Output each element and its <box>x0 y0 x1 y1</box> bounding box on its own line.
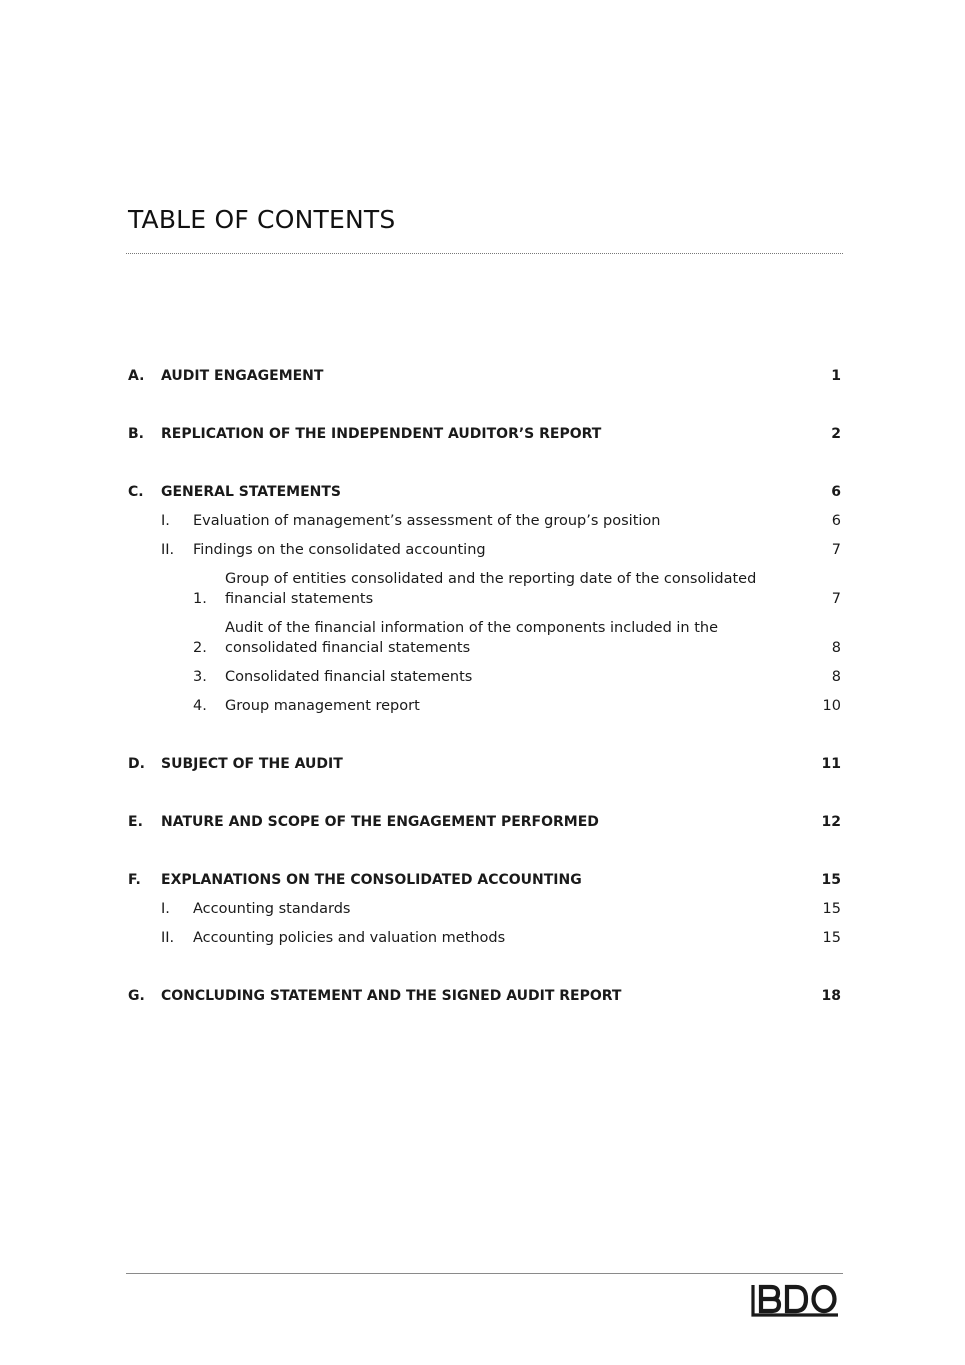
toc-entry-page: 15 <box>822 930 841 946</box>
toc-entry-label: AUDIT ENGAGEMENT <box>161 368 324 384</box>
toc-entry-number: 1. <box>193 591 207 607</box>
toc-entry-g[interactable] <box>128 986 843 1006</box>
toc-entry-number: II. <box>161 930 175 946</box>
toc-entry-page: 6 <box>831 513 841 529</box>
toc-entry-page: 15 <box>821 872 841 888</box>
toc-entry-d[interactable] <box>128 754 843 774</box>
toc-entry-c-ii-2[interactable] <box>128 618 843 658</box>
toc-entry-label: SUBJECT OF THE AUDIT <box>161 756 343 772</box>
toc-entry-number: I. <box>161 513 170 529</box>
toc-entry-number: II. <box>161 542 175 558</box>
toc-entry-page: 11 <box>821 756 841 772</box>
toc-entry-label: Group of entities consolidated and the reporting date of the consolidated financial statements <box>225 571 757 607</box>
toc-entry-number: C. <box>128 484 144 500</box>
toc-entry-label: NATURE AND SCOPE OF THE ENGAGEMENT PERFORMED <box>161 814 599 830</box>
page-title: TABLE OF CONTENTS <box>128 205 396 234</box>
toc-entry-page: 2 <box>831 426 841 442</box>
toc-entry-c[interactable] <box>128 482 843 502</box>
toc-entry-number: A. <box>128 368 145 384</box>
toc-entry-f-ii[interactable] <box>128 928 843 948</box>
bdo-logo <box>750 1281 842 1321</box>
toc-entry-number: 2. <box>193 640 207 656</box>
toc-entry-f[interactable] <box>128 870 843 890</box>
toc-entry-number: I. <box>161 901 170 917</box>
toc-entry-label: Consolidated financial statements <box>225 669 473 685</box>
toc-entry-page: 6 <box>831 484 841 500</box>
toc-entry-page: 15 <box>822 901 841 917</box>
toc-entry-c-ii[interactable] <box>128 540 843 560</box>
toc-entry-number: 3. <box>193 669 207 685</box>
toc-entry-number: G. <box>128 988 145 1004</box>
toc-entry-c-ii-4[interactable] <box>128 696 843 716</box>
toc-entry-page: 1 <box>831 368 841 384</box>
toc-entry-label: Audit of the financial information of the components included in the consolidated financial statements <box>225 620 718 656</box>
toc-entry-page: 12 <box>821 814 841 830</box>
toc-entry-label: EXPLANATIONS ON THE CONSOLIDATED ACCOUNTING <box>161 872 582 888</box>
toc-entry-a[interactable] <box>128 366 843 386</box>
toc-entry-page: 8 <box>831 669 841 685</box>
toc-entry-c-ii-1[interactable] <box>128 569 843 609</box>
toc-entry-number: D. <box>128 756 145 772</box>
toc-entry-label: Findings on the consolidated accounting <box>193 542 486 558</box>
toc-entry-label: CONCLUDING STATEMENT AND THE SIGNED AUDIT REPORT <box>161 988 622 1004</box>
table-of-contents <box>128 366 843 1044</box>
toc-entry-f-i[interactable] <box>128 899 843 919</box>
toc-entry-page: 7 <box>831 591 841 607</box>
toc-entry-label: Group management report <box>225 698 420 714</box>
toc-entry-number: E. <box>128 814 143 830</box>
toc-entry-c-ii-3[interactable] <box>128 667 843 687</box>
toc-entry-page: 18 <box>821 988 841 1004</box>
toc-entry-b[interactable] <box>128 424 843 444</box>
toc-entry-label: Accounting standards <box>193 901 351 917</box>
toc-entry-c-i[interactable] <box>128 511 843 531</box>
toc-entry-page: 8 <box>831 640 841 656</box>
toc-entry-label: GENERAL STATEMENTS <box>161 484 341 500</box>
toc-entry-label: Evaluation of management’s assessment of the group’s position <box>193 513 661 529</box>
toc-entry-e[interactable] <box>128 812 843 832</box>
toc-entry-label: REPLICATION OF THE INDEPENDENT AUDITOR’S REPORT <box>161 426 602 442</box>
toc-entry-number: F. <box>128 872 141 888</box>
toc-entry-number: 4. <box>193 698 207 714</box>
footer-divider <box>126 1273 843 1274</box>
title-divider <box>126 253 843 254</box>
toc-entry-page: 10 <box>822 698 841 714</box>
toc-entry-label: Accounting policies and valuation methods <box>193 930 506 946</box>
toc-entry-page: 7 <box>831 542 841 558</box>
toc-entry-number: B. <box>128 426 144 442</box>
